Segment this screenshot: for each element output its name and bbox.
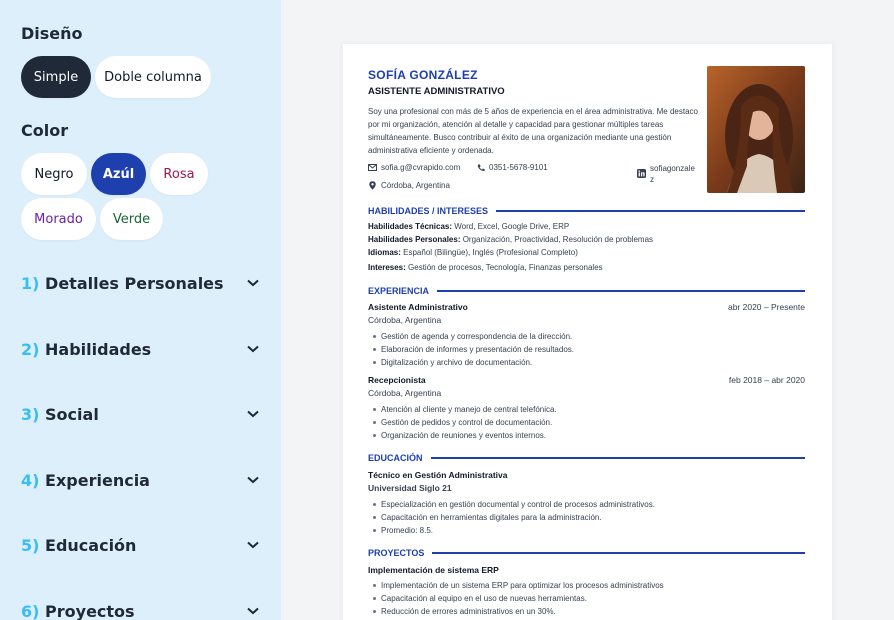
- design-simple-button[interactable]: Simple: [21, 56, 91, 98]
- list-item: Digitalización y archivo de documentación.: [373, 358, 532, 367]
- section-label: Habilidades: [45, 339, 152, 359]
- job-place: Córdoba, Argentina: [368, 315, 442, 325]
- list-item: Gestión de pedidos y control de documentación.: [373, 418, 552, 427]
- skills-heading: [368, 206, 805, 216]
- degree-title: Técnico en Gestión Administrativa: [368, 470, 508, 480]
- section-number: 1): [21, 273, 40, 293]
- list-item: Especialización en gestión documental y control de procesos administrativos.: [373, 500, 655, 509]
- contact-location: [368, 181, 450, 190]
- phone-icon: [476, 163, 485, 172]
- list-item: Capacitación en herramientas digitales para la administración.: [373, 513, 602, 522]
- projects-heading: [368, 548, 805, 558]
- email-icon: [368, 163, 377, 172]
- list-item: Implementación de un sistema ERP para optimizar los procesos administrativos: [373, 581, 664, 590]
- job-title: Asistente Administrativo: [368, 302, 468, 312]
- cv-name: SOFÍA GONZÁLEZ: [368, 68, 478, 82]
- section-label: Educación: [45, 535, 137, 555]
- education-heading: [368, 453, 805, 463]
- section-label: Detalles Personales: [45, 273, 224, 293]
- list-item: Elaboración de informes y presentación de resultados.: [373, 345, 574, 354]
- cv-page: [343, 44, 832, 620]
- section-social[interactable]: [21, 400, 261, 428]
- section-label: Social: [45, 404, 99, 424]
- list-item: Capacitación al equipo en el uso de nuevas herramientas.: [373, 594, 587, 603]
- section-number: 4): [21, 470, 40, 490]
- list-item: Organización de reuniones y eventos internos.: [373, 431, 546, 440]
- design-title: Diseño: [21, 24, 83, 43]
- section-number: 6): [21, 601, 40, 620]
- cv-summary: Soy una profesional con más de 5 años de experiencia en el área administrativa. Me destaco por mi organización, atención al detalle y capacidad para gestionar múltiples tareas simultáneamente. Busco contribuir al éxito de una organización mediante una gestión administrativa eficiente y ordenada.: [368, 107, 698, 155]
- experience-heading: [368, 286, 805, 296]
- job-title: Recepcionista: [368, 375, 426, 385]
- linkedin-text: sofiagonzale: [650, 164, 695, 173]
- color-title: Color: [21, 121, 69, 140]
- chevron-down-icon[interactable]: [245, 537, 261, 553]
- linkedin-text-wrap: z: [650, 175, 654, 184]
- project-title: Implementación de sistema ERP: [368, 565, 499, 575]
- list-item: Promedio: 8.5.: [373, 526, 433, 535]
- sidebar: [0, 0, 281, 620]
- skill-line: Habilidades Personales: Organización, Proactividad, Resolución de problemas: [368, 235, 654, 244]
- section-experiencia[interactable]: [21, 466, 261, 494]
- chevron-down-icon[interactable]: [245, 603, 261, 619]
- preview-area: [281, 0, 894, 620]
- section-proyectos[interactable]: [21, 597, 261, 620]
- education-heading-text: EDUCACIÓN: [368, 453, 423, 463]
- job-dates: abr 2020 – Presente: [727, 302, 805, 312]
- contact-linkedin: [637, 163, 695, 185]
- section-label: Experiencia: [45, 470, 150, 490]
- skill-line: Idiomas: Español (Bilingüe), Inglés (Profesional Completo): [368, 248, 578, 257]
- job-dates: feb 2018 – abr 2020: [728, 375, 805, 385]
- skill-line: Intereses: Gestión de procesos, Tecnología, Finanzas personales: [368, 263, 603, 272]
- section-label: Proyectos: [45, 601, 135, 620]
- phone-text: 0351-5678-9101: [489, 163, 548, 172]
- list-item: Reducción de errores administrativos en un 30%.: [373, 607, 556, 616]
- experience-heading-text: EXPERIENCIA: [368, 286, 430, 296]
- color-azul-button[interactable]: Azúl: [91, 153, 146, 195]
- skills-heading-text: HABILIDADES / INTERESES: [368, 206, 489, 216]
- skill-line: Habilidades Técnicas: Word, Excel, Google Drive, ERP: [368, 222, 570, 231]
- section-detalles-personales[interactable]: [21, 269, 261, 297]
- section-number: 3): [21, 404, 40, 424]
- institution: Universidad Siglo 21: [368, 483, 452, 493]
- chevron-down-icon[interactable]: [245, 341, 261, 357]
- email-text: sofia.g@cvrapido.com: [381, 163, 461, 172]
- color-verde-button[interactable]: Verde: [100, 198, 163, 240]
- color-morado-button[interactable]: Morado: [21, 198, 96, 240]
- section-number: 5): [21, 535, 40, 555]
- projects-heading-text: PROYECTOS: [368, 548, 425, 558]
- cv-role: ASISTENTE ADMINISTRATIVO: [368, 86, 505, 97]
- contact-phone: [476, 163, 548, 172]
- profile-photo: [707, 66, 805, 193]
- location-pin-icon: [368, 181, 377, 190]
- color-rosa-button[interactable]: Rosa: [150, 153, 208, 195]
- chevron-down-icon[interactable]: [245, 472, 261, 488]
- location-text: Córdoba, Argentina: [381, 181, 450, 190]
- design-double-column-button[interactable]: Doble columna: [95, 56, 211, 98]
- section-habilidades[interactable]: [21, 335, 261, 363]
- color-negro-button[interactable]: Negro: [21, 153, 87, 195]
- list-item: Gestión de agenda y correspondencia de la dirección.: [373, 332, 572, 341]
- chevron-down-icon[interactable]: [245, 406, 261, 422]
- list-item: Atención al cliente y manejo de central telefónica.: [373, 405, 557, 414]
- section-educacion[interactable]: [21, 531, 261, 559]
- section-number: 2): [21, 339, 40, 359]
- linkedin-icon: [637, 169, 646, 178]
- job-place: Córdoba, Argentina: [368, 388, 442, 398]
- chevron-down-icon[interactable]: [245, 275, 261, 291]
- contact-email: [368, 163, 460, 172]
